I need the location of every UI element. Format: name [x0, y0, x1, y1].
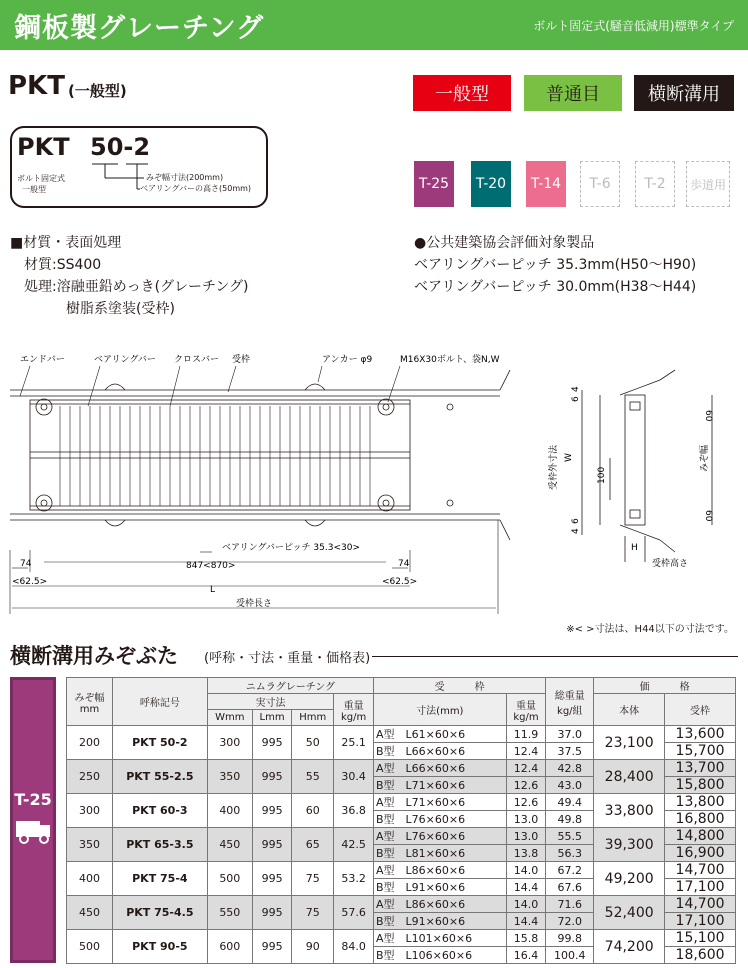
- cell-h: 50: [292, 726, 334, 760]
- cell-wt: 25.1: [334, 726, 374, 760]
- product-title: PKT: [8, 71, 65, 101]
- cell-ta: 37.0: [546, 726, 594, 743]
- col-frame-weight: 重量 kg/m: [506, 694, 546, 726]
- tag-general: 一般型: [413, 75, 511, 111]
- col-frame-dims: 寸法(mm): [373, 694, 506, 726]
- cell-price: 49,200: [594, 862, 665, 896]
- sidebar-label: T-25: [14, 790, 52, 809]
- cell-frame-a: A型 L86×60×6: [373, 862, 506, 879]
- label-pitch: ベアリングバーピッチ 35.3<30>: [222, 543, 360, 553]
- load-class-t25: T-25: [414, 161, 454, 207]
- cell-width: 250: [67, 760, 113, 794]
- cell-tb: 100.4: [546, 947, 594, 964]
- cell-price: 52,400: [594, 896, 665, 930]
- code-annotation-1: みぞ幅寸法(200mm): [146, 173, 224, 182]
- cell-l: 995: [252, 930, 291, 964]
- load-class-walkway: 歩道用: [686, 161, 730, 207]
- cell-fwa: 13.0: [506, 828, 546, 845]
- col-width: みぞ幅 mm: [67, 678, 113, 726]
- cell-tb: 56.3: [546, 845, 594, 862]
- cell-frame-a: A型 L101×60×6: [373, 930, 506, 947]
- cell-pb: 16,900: [665, 845, 736, 862]
- label-62-left: <62.5>: [12, 577, 48, 587]
- label-w: W: [564, 453, 574, 462]
- cell-ta: 67.2: [546, 862, 594, 879]
- cell-pa: 14,700: [665, 862, 736, 879]
- technical-drawing: [0, 340, 748, 620]
- cell-fwa: 14.0: [506, 862, 546, 879]
- cell-frame-b: B型 L81×60×6: [373, 845, 506, 862]
- spec-treatment: 処理:溶融亜鉛めっき(グレーチング): [24, 279, 249, 295]
- cell-width: 450: [67, 896, 113, 930]
- cell-ta: 99.8: [546, 930, 594, 947]
- cell-w: 400: [207, 794, 252, 828]
- cell-price: 28,400: [594, 760, 665, 794]
- cell-code: PKT 60-3: [112, 794, 207, 828]
- cell-fwb: 13.0: [506, 811, 546, 828]
- label-74-right: 74: [398, 559, 410, 569]
- cell-wt: 57.6: [334, 896, 374, 930]
- tag-normal-mesh: 普通目: [524, 75, 622, 111]
- cell-fwb: 12.4: [506, 743, 546, 760]
- label-l: L: [210, 585, 216, 595]
- col-grating: ニムラグレーチング: [207, 678, 373, 694]
- cell-w: 350: [207, 760, 252, 794]
- cell-tb: 67.6: [546, 879, 594, 896]
- load-class-t14: T-14: [526, 161, 566, 207]
- cell-h: 90: [292, 930, 334, 964]
- section-title: 横断溝用みぞぶた: [10, 644, 178, 668]
- cell-tb: 72.0: [546, 913, 594, 930]
- cell-l: 995: [252, 726, 291, 760]
- label-cross-bar: クロスバー: [174, 355, 220, 365]
- cell-price: 74,200: [594, 930, 665, 964]
- cell-frame-b: B型 L66×60×6: [373, 743, 506, 760]
- label-60-top: 60: [703, 410, 713, 422]
- label-end-bar: エンドバー: [20, 355, 65, 365]
- cell-code: PKT 55-2.5: [112, 760, 207, 794]
- label-60-bottom: 60: [703, 510, 713, 522]
- cell-pa: 13,700: [665, 760, 736, 777]
- table-row: [67, 896, 736, 913]
- cell-fwb: 14.4: [506, 913, 546, 930]
- cell-pb: 15,700: [665, 743, 736, 760]
- cell-h: 65: [292, 828, 334, 862]
- cell-ta: 55.5: [546, 828, 594, 845]
- cell-frame-a: A型 L86×60×6: [373, 896, 506, 913]
- label-h: H: [631, 543, 638, 553]
- label-4-bottom: 4: [571, 528, 581, 534]
- cell-wt: 53.2: [334, 862, 374, 896]
- section-divider: [372, 656, 738, 657]
- cell-pa: 14,800: [665, 828, 736, 845]
- load-class-sidebar: [10, 677, 56, 963]
- label-groove-width: みぞ幅: [700, 444, 710, 472]
- label-frame-height: 受枠高さ: [652, 559, 689, 569]
- cell-frame-b: B型 L91×60×6: [373, 913, 506, 930]
- section-subtitle: (呼称・寸法・重量・価格表): [204, 651, 371, 666]
- cell-pa: 13,600: [665, 726, 736, 743]
- cell-width: 300: [67, 794, 113, 828]
- code-leader-lines: [0, 0, 300, 210]
- cell-tb: 49.8: [546, 811, 594, 828]
- code-prefix: PKT: [17, 133, 70, 161]
- cell-code: PKT 50-2: [112, 726, 207, 760]
- cell-code: PKT 90-5: [112, 930, 207, 964]
- cell-pa: 13,800: [665, 794, 736, 811]
- cell-wt: 30.4: [334, 760, 374, 794]
- load-class-t6: T-6: [580, 161, 620, 207]
- table-row: [67, 760, 736, 777]
- cell-width: 200: [67, 726, 113, 760]
- cell-l: 995: [252, 862, 291, 896]
- cell-wt: 42.5: [334, 828, 374, 862]
- col-w: Wmm: [207, 710, 252, 726]
- load-class-t20: T-20: [471, 161, 511, 207]
- cell-tb: 37.5: [546, 743, 594, 760]
- cell-h: 60: [292, 794, 334, 828]
- spec-certification: ●公共建築協会評価対象製品: [414, 235, 595, 251]
- cell-fwa: 11.9: [506, 726, 546, 743]
- col-frame: 受 枠: [373, 678, 545, 694]
- cell-w: 500: [207, 862, 252, 896]
- label-62-right: <62.5>: [382, 577, 418, 587]
- cell-width: 350: [67, 828, 113, 862]
- cell-pb: 15,800: [665, 777, 736, 794]
- cell-l: 995: [252, 896, 291, 930]
- cell-w: 300: [207, 726, 252, 760]
- cell-pb: 18,600: [665, 947, 736, 964]
- cell-l: 995: [252, 794, 291, 828]
- cell-fwb: 13.8: [506, 845, 546, 862]
- cell-price: 33,800: [594, 794, 665, 828]
- cell-l: 995: [252, 828, 291, 862]
- cell-tb: 43.0: [546, 777, 594, 794]
- col-total: 総重量 kg/組: [546, 678, 594, 726]
- col-price: 価 格: [594, 678, 736, 694]
- cell-code: PKT 75-4: [112, 862, 207, 896]
- spec-material-heading: ■材質・表面処理: [10, 235, 122, 251]
- cell-pb: 17,100: [665, 879, 736, 896]
- label-6-top: 6: [571, 396, 581, 402]
- cell-fwa: 15.8: [506, 930, 546, 947]
- cell-h: 75: [292, 896, 334, 930]
- label-frame: 受枠: [232, 355, 251, 365]
- cell-width: 500: [67, 930, 113, 964]
- spec-treatment-2: 樹脂系塗装(受枠): [66, 301, 175, 317]
- col-h: Hmm: [292, 710, 334, 726]
- cell-w: 550: [207, 896, 252, 930]
- cell-w: 600: [207, 930, 252, 964]
- dimension-note: ※< >寸法は、H44以下の寸法です。: [566, 624, 734, 635]
- label-frame-length: 受枠長さ: [236, 599, 273, 609]
- cell-frame-b: B型 L91×60×6: [373, 879, 506, 896]
- cell-h: 75: [292, 862, 334, 896]
- label-bolt: M16X30ボルト、袋N,W: [400, 355, 500, 365]
- cell-fwa: 12.6: [506, 794, 546, 811]
- spec-pitch-2: ベアリングバーピッチ 30.0mm(H38〜H44): [414, 279, 697, 295]
- col-frame-price: 受枠: [665, 694, 736, 726]
- label-bearing-bar: ベアリングバー: [94, 355, 156, 365]
- code-label-2: 一般型: [22, 185, 46, 194]
- load-class-t2: T-2: [635, 161, 675, 207]
- col-code: 呼称記号: [112, 678, 207, 726]
- cell-code: PKT 65-3.5: [112, 828, 207, 862]
- cell-frame-a: A型 L76×60×6: [373, 828, 506, 845]
- cell-frame-b: B型 L76×60×6: [373, 811, 506, 828]
- page-subtitle: ボルト固定式(騒音低減用)標準タイプ: [533, 19, 734, 33]
- table-row: [67, 828, 736, 845]
- cell-frame-a: A型 L71×60×6: [373, 794, 506, 811]
- cell-w: 450: [207, 828, 252, 862]
- price-table: [66, 677, 736, 964]
- truck-icon: [14, 817, 54, 845]
- cell-wt: 36.8: [334, 794, 374, 828]
- cell-code: PKT 75-4.5: [112, 896, 207, 930]
- product-title-sub: (一般型): [68, 82, 127, 100]
- col-l: Lmm: [252, 710, 291, 726]
- cell-price: 23,100: [594, 726, 665, 760]
- table-row: [67, 726, 736, 743]
- cell-ta: 71.6: [546, 896, 594, 913]
- label-frame-outer: 受枠外寸法: [549, 444, 559, 490]
- code-number: 50-2: [90, 133, 151, 161]
- label-inner-length: 847<870>: [186, 561, 236, 571]
- col-weight: 重量 kg/m: [334, 694, 374, 726]
- table-row: [67, 862, 736, 879]
- cell-fwb: 12.6: [506, 777, 546, 794]
- col-body-price: 本体: [594, 694, 665, 726]
- label-74-left: 74: [20, 559, 32, 569]
- cell-ta: 42.8: [546, 760, 594, 777]
- label-4-top: 4: [571, 386, 581, 392]
- label-6-bottom: 6: [571, 518, 581, 524]
- cell-pb: 16,800: [665, 811, 736, 828]
- spec-pitch-1: ベアリングバーピッチ 35.3mm(H50〜H90): [414, 257, 697, 273]
- col-dims: 実寸法: [207, 694, 334, 710]
- cell-frame-b: B型 L71×60×6: [373, 777, 506, 794]
- cell-l: 995: [252, 760, 291, 794]
- cell-frame-b: B型 L106×60×6: [373, 947, 506, 964]
- page-title: 鋼板製グレーチング: [14, 13, 265, 44]
- table-row: [67, 794, 736, 811]
- cell-pa: 15,100: [665, 930, 736, 947]
- code-label-1: ボルト固定式: [17, 174, 65, 183]
- cell-frame-a: A型 L61×60×6: [373, 726, 506, 743]
- cell-pb: 17,100: [665, 913, 736, 930]
- code-annotation-2: ベアリングバーの高さ(50mm): [140, 184, 252, 193]
- cell-width: 400: [67, 862, 113, 896]
- spec-material: 材質:SS400: [24, 257, 102, 273]
- cell-fwa: 12.4: [506, 760, 546, 777]
- cell-fwb: 14.4: [506, 879, 546, 896]
- table-row: [67, 930, 736, 947]
- label-anchor: アンカー φ9: [322, 355, 373, 365]
- tag-cross-drain: 横断溝用: [634, 75, 734, 111]
- cell-h: 55: [292, 760, 334, 794]
- cell-pa: 14,700: [665, 896, 736, 913]
- cell-ta: 49.4: [546, 794, 594, 811]
- cell-price: 39,300: [594, 828, 665, 862]
- cell-fwa: 14.0: [506, 896, 546, 913]
- cell-wt: 84.0: [334, 930, 374, 964]
- cell-fwb: 16.4: [506, 947, 546, 964]
- cell-frame-a: A型 L66×60×6: [373, 760, 506, 777]
- label-100: 100: [597, 466, 607, 484]
